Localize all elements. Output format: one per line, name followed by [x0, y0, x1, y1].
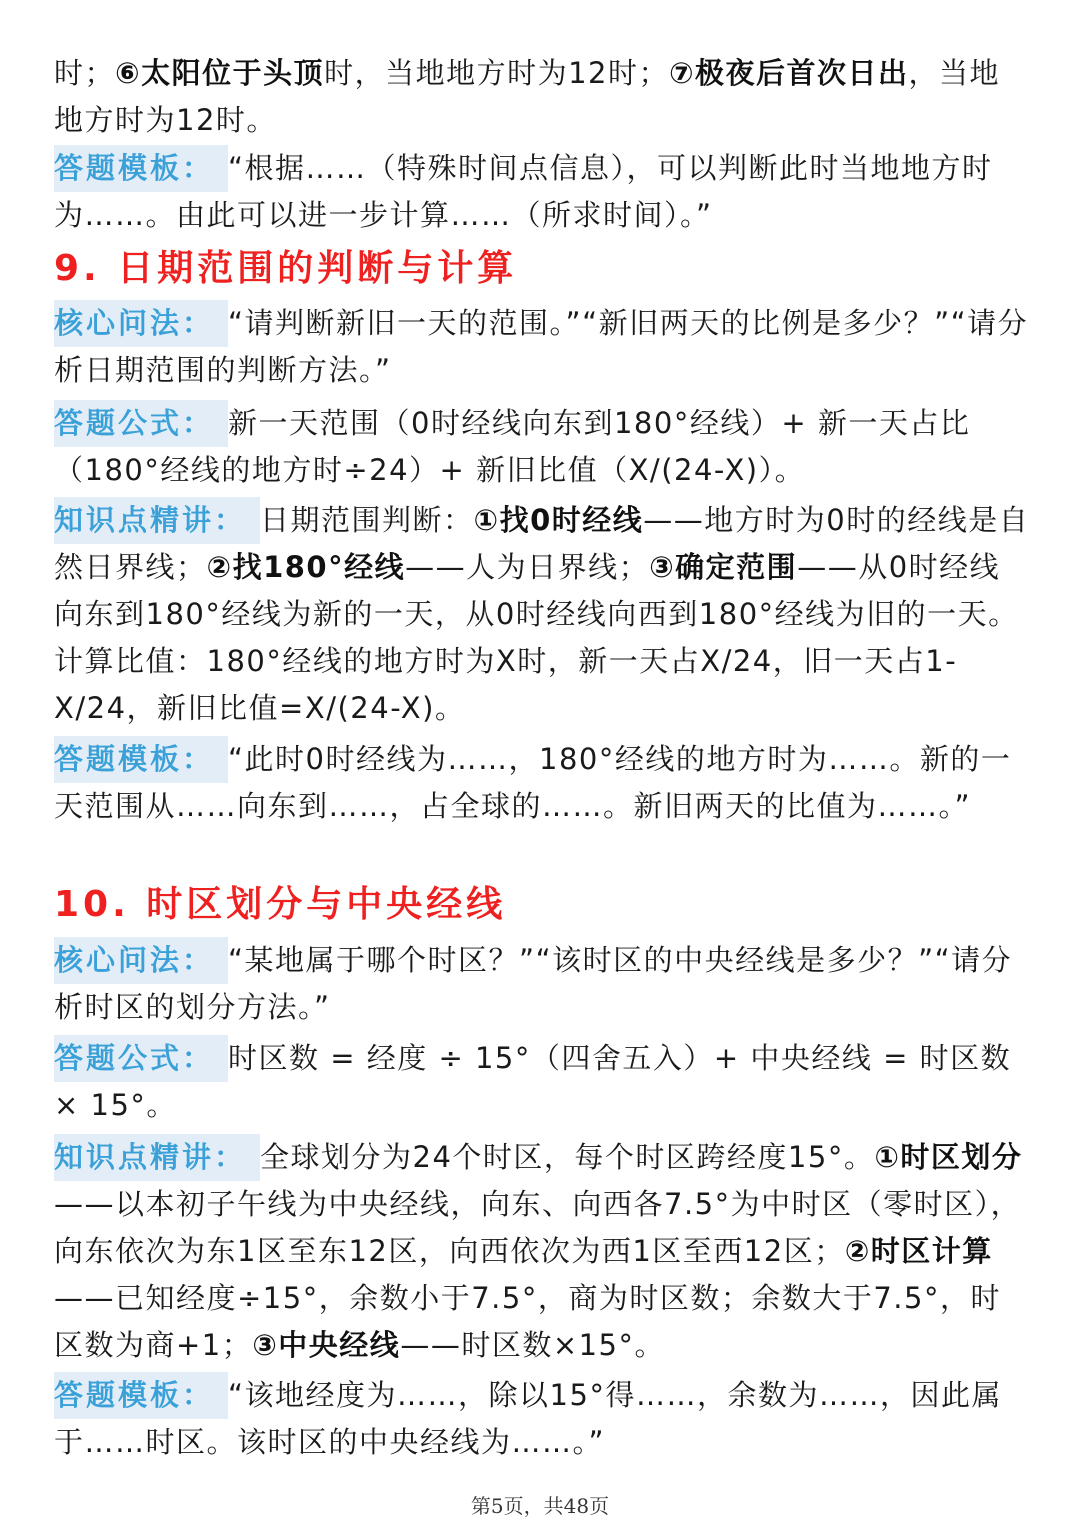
text: ，当地地方时为12时。	[54, 56, 1001, 137]
section-label: 答题公式：	[54, 1035, 228, 1082]
page-number: 第5页，共48页	[470, 1494, 610, 1518]
text: 日期范围判断：	[260, 503, 474, 537]
text: ——人为日界线；	[405, 550, 650, 584]
bold-point: ⑥太阳位于头顶	[115, 56, 325, 90]
section-label: 答题公式：	[54, 400, 228, 447]
text: ——时区数×15°。	[400, 1328, 666, 1362]
core-question-9	[54, 300, 1030, 394]
text: “此时0时经线为……，180°经线的地方时为……。新的一天范围从……向东到……，占全球的……。新旧两天的比值为……。”	[54, 742, 1012, 823]
section-label: 答题模板：	[54, 1372, 228, 1419]
section-label: 核心问法：	[54, 937, 228, 984]
answer-template-10	[54, 1372, 1030, 1466]
bold-point: ③确定范围	[649, 550, 798, 584]
answer-template-8	[54, 145, 1030, 239]
section-heading-9: 9. 日期范围的判断与计算	[54, 248, 518, 289]
section-label: 知识点精讲：	[54, 1134, 260, 1181]
text: 时，当地地方时为12时；	[324, 56, 669, 90]
bold-point: ②找180°经线	[206, 550, 406, 584]
core-question-10	[54, 937, 1030, 1031]
section-label: 答题模板：	[54, 736, 228, 783]
section-label: 知识点精讲：	[54, 497, 260, 544]
text: 新一天范围（0时经线向东到180°经线）+ 新一天占比（180°经线的地方时÷24）+ 新旧比值（X/(24-X)）。	[54, 406, 971, 487]
bold-point: ①时区划分	[874, 1140, 1023, 1174]
bold-point: ①找0时经线	[473, 503, 644, 537]
text: 时；	[54, 56, 116, 90]
bold-point: ⑦极夜后首次日出	[668, 56, 909, 90]
bold-point: ②时区计算	[844, 1234, 993, 1268]
answer-template-9	[54, 736, 1030, 830]
text: 时区数 = 经度 ÷ 15°（四舍五入）+ 中央经线 = 时区数 × 15°。	[54, 1041, 1012, 1122]
text: “该地经度为……，除以15°得……，余数为……，因此属于……时区。该时区的中央经线为……。”	[54, 1378, 1002, 1459]
answer-formula-9	[54, 400, 1030, 494]
text: “请判断新旧一天的范围。”“新旧两天的比例是多少？”“请分析日期范围的判断方法。”	[54, 306, 1029, 387]
text: ——已知经度÷15°，余数小于7.5°，商为时区数；余数大于7.5°，时区数为商+1；	[54, 1281, 1001, 1362]
text: ——从0时经线向东到180°经线为新的一天，从0时经线向西到180°经线为旧的一天。计算比值：180°经线的地方时为X时，新一天占X/24，旧一天占1-X/24，新旧比值=X/(24-X)。	[54, 550, 1019, 725]
section-label: 答题模板：	[54, 145, 228, 192]
text: ——以本初子午线为中央经线，向东、向西各7.5°为中时区（零时区），向东依次为东1区至东12区，向西依次为西1区至西12区；	[54, 1187, 1022, 1268]
text: “某地属于哪个时区？”“该时区的中央经线是多少？”“请分析时区的划分方法。”	[54, 943, 1013, 1024]
answer-formula-10	[54, 1035, 1030, 1129]
knowledge-point-9	[54, 497, 1030, 732]
text: “根据……（特殊时间点信息），可以判断此时当地地方时为……。由此可以进一步计算……（所求时间）。”	[54, 151, 993, 232]
knowledge-point-10	[54, 1134, 1030, 1369]
text: 全球划分为24个时区，每个时区跨经度15°。	[260, 1140, 875, 1174]
section-heading-10: 10. 时区划分与中央经线	[54, 884, 507, 925]
paragraph-special-times	[54, 50, 1030, 144]
section-label: 核心问法：	[54, 300, 228, 347]
bold-point: ③中央经线	[252, 1328, 401, 1362]
text: ——地方时为0时的经线是自然日界线；	[54, 503, 1030, 584]
